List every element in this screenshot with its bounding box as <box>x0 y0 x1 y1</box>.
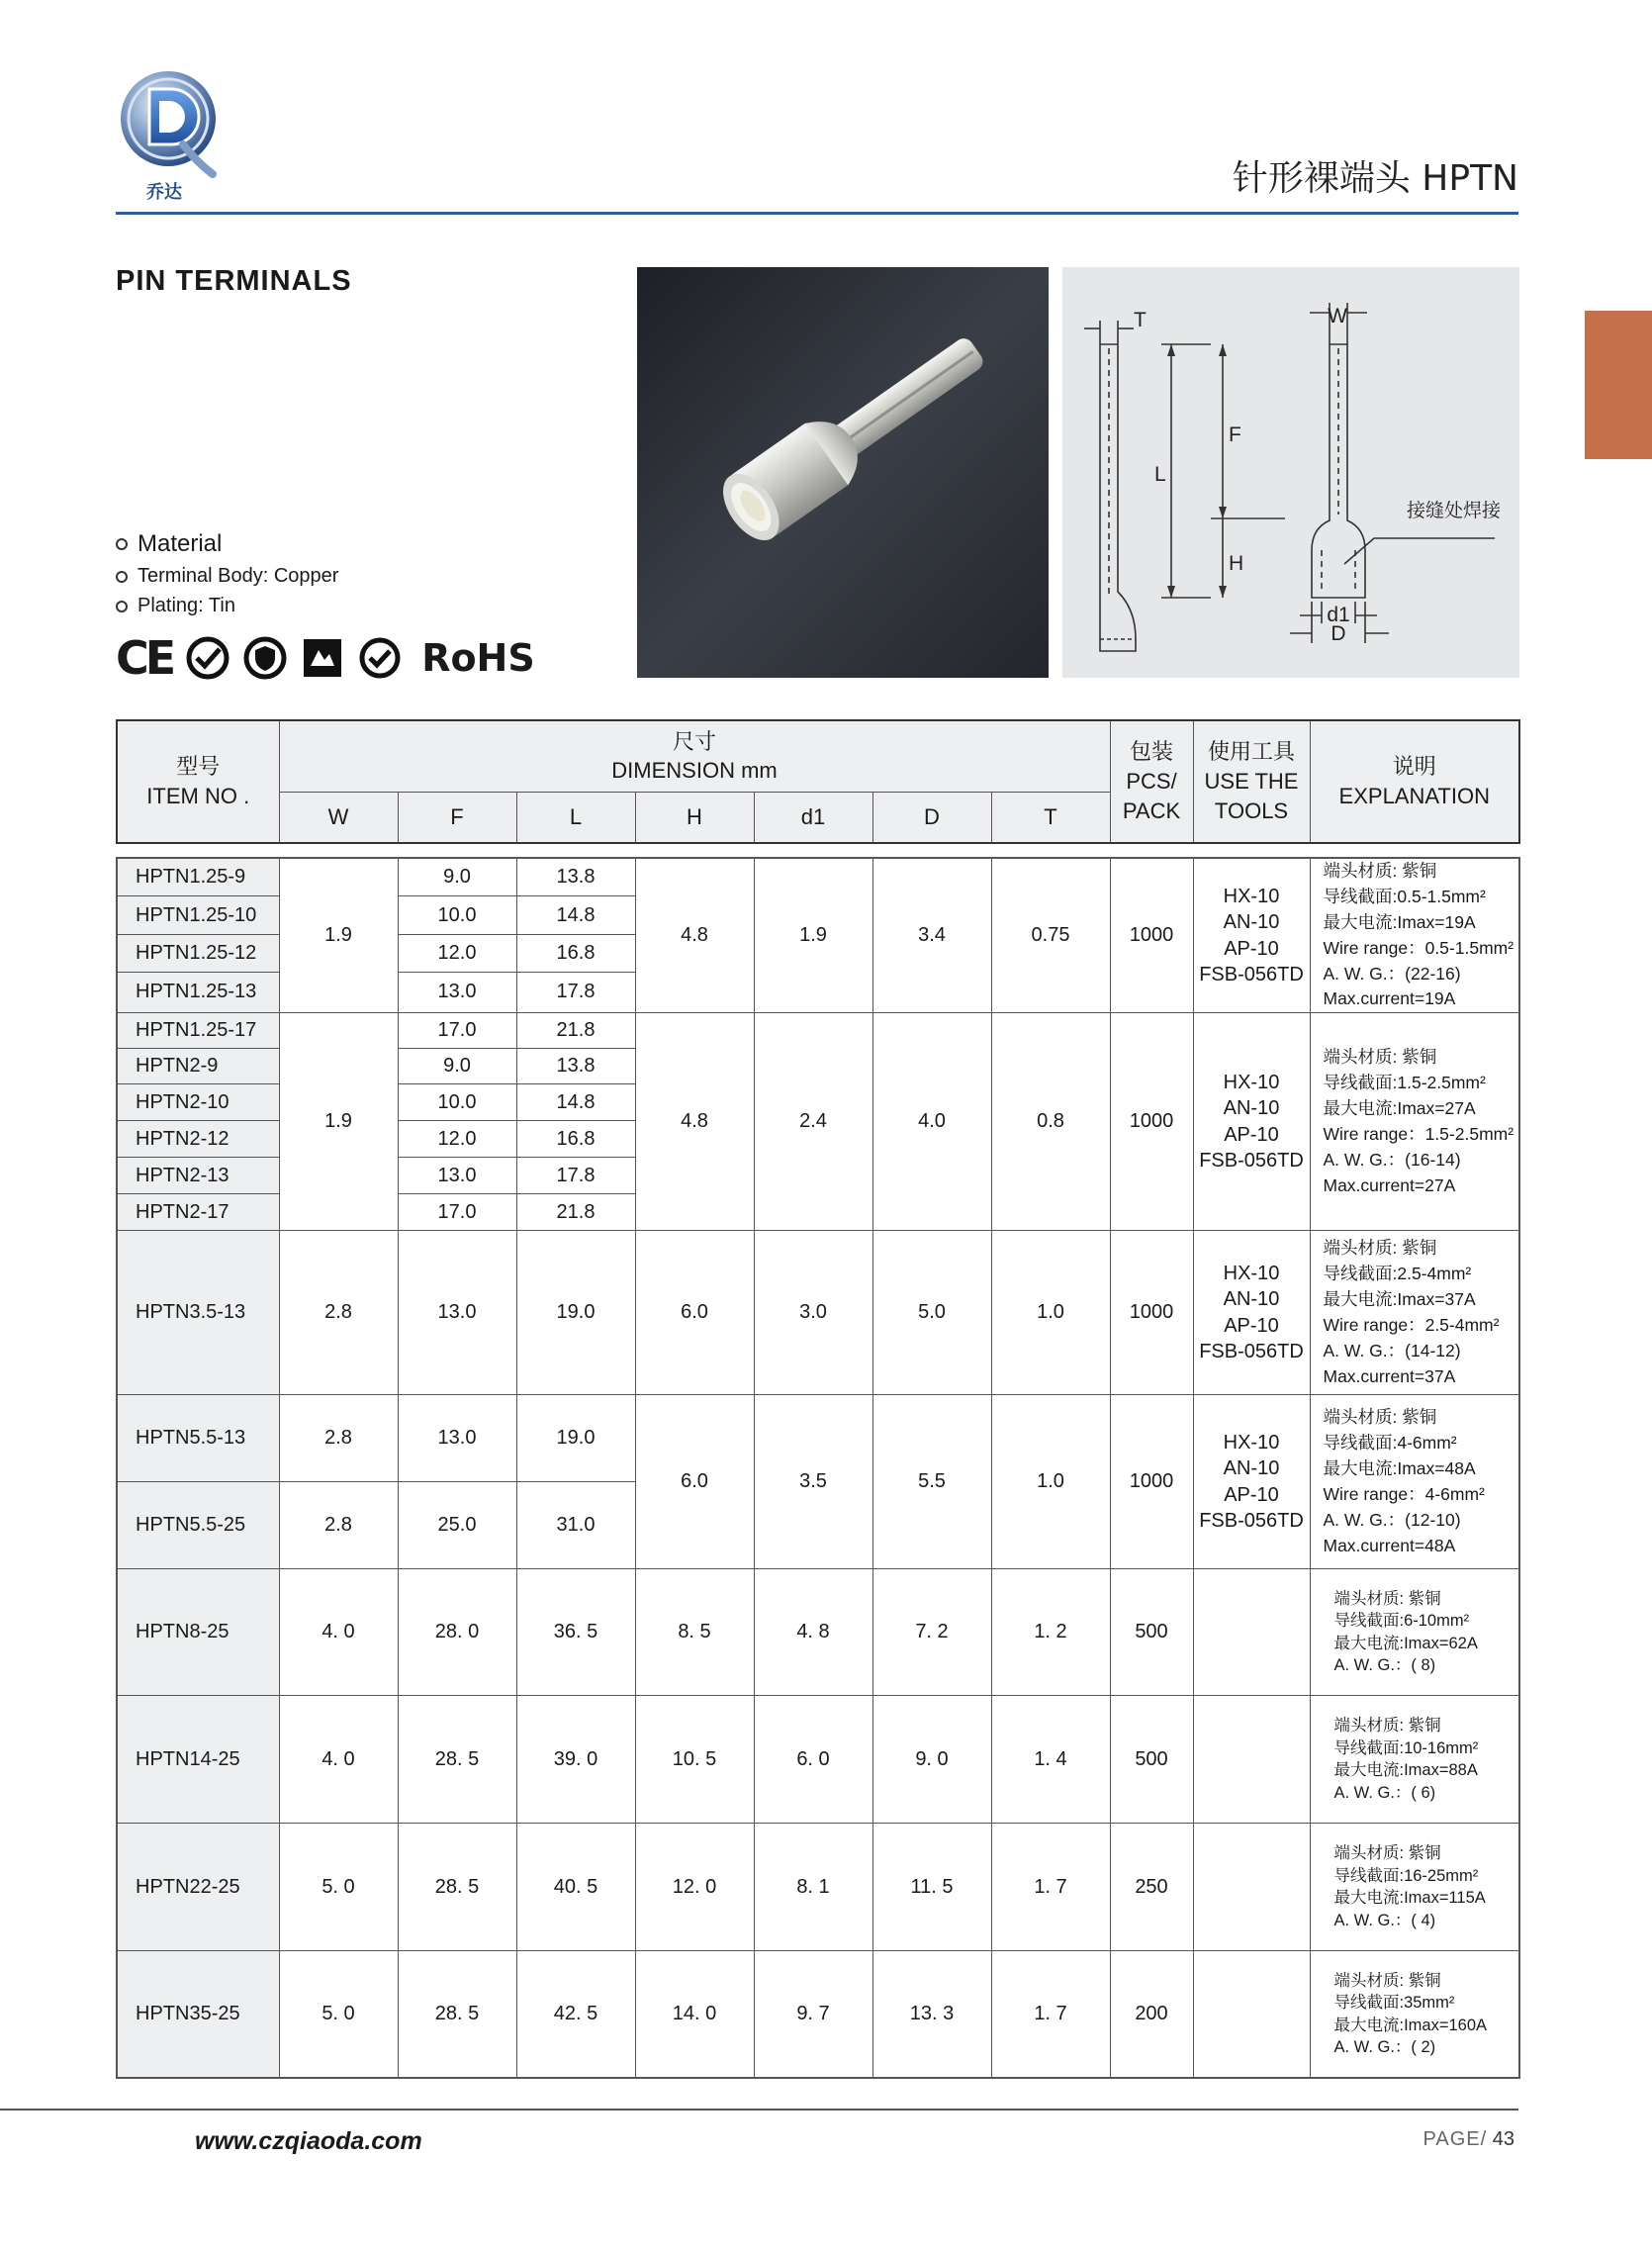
cell-w: 2.8 <box>279 1395 398 1482</box>
footer-divider <box>0 2109 1518 2111</box>
cell-h: 12. 0 <box>635 1824 754 1951</box>
cell-d: 3.4 <box>872 858 991 1013</box>
header-divider <box>116 212 1518 215</box>
cell-d: 7. 2 <box>872 1569 991 1696</box>
cell-explanation: 端头材质: 紫铜 导线截面:4-6mm² 最大电流:Imax=48A Wire range：4-6mm² A. W. G.：(12-10) Max.current=48A <box>1310 1395 1519 1569</box>
cell-tools <box>1193 1569 1310 1696</box>
header-explanation: 说明 EXPLANATION <box>1310 720 1519 843</box>
cell-f: 12.0 <box>398 934 516 972</box>
cell-w: 5. 0 <box>279 1951 398 2078</box>
cell-w: 2.8 <box>279 1482 398 1569</box>
ccc-check-icon <box>186 636 229 680</box>
feature-list <box>116 530 338 624</box>
feature-plating: Plating: Tin <box>116 595 338 617</box>
cell-l: 21.8 <box>516 1194 635 1231</box>
header-pack: 包装 PCS/ PACK <box>1110 720 1193 843</box>
cell-tools <box>1193 1951 1310 2078</box>
item-no: HPTN14-25 <box>117 1696 279 1824</box>
item-no: HPTN1.25-9 <box>117 858 279 896</box>
cell-tools: HX-10 AN-10 AP-10 FSB-056TD <box>1193 1395 1310 1569</box>
cell-l: 19.0 <box>516 1395 635 1482</box>
cell-h: 8. 5 <box>635 1569 754 1696</box>
weld-note: 接缝处焊接 <box>1407 500 1502 521</box>
cell-t: 1. 4 <box>991 1696 1110 1824</box>
label-d: D <box>1331 622 1346 645</box>
cell-h: 10. 5 <box>635 1696 754 1824</box>
item-no: HPTN1.25-17 <box>117 1013 279 1049</box>
header-col-f: F <box>398 792 516 843</box>
cell-f: 12.0 <box>398 1121 516 1158</box>
cell-d: 4.0 <box>872 1013 991 1231</box>
cell-w: 2.8 <box>279 1231 398 1395</box>
cell-explanation: 端头材质: 紫铜 导线截面:1.5-2.5mm² 最大电流:Imax=27A Wire range：1.5-2.5mm² A. W. G.：(16-14) Max.current=27A <box>1310 1013 1519 1231</box>
logo-text: 乔达 <box>146 182 182 203</box>
cell-w: 4. 0 <box>279 1569 398 1696</box>
cell-l: 14.8 <box>516 1084 635 1121</box>
cell-f: 10.0 <box>398 1084 516 1121</box>
cell-l: 36. 5 <box>516 1569 635 1696</box>
cell-pack: 500 <box>1110 1569 1193 1696</box>
item-no: HPTN1.25-10 <box>117 896 279 935</box>
cell-l: 16.8 <box>516 1121 635 1158</box>
cell-tools <box>1193 1824 1310 1951</box>
cell-t: 1. 7 <box>991 1951 1110 2078</box>
label-h: H <box>1229 552 1244 575</box>
item-no: HPTN5.5-25 <box>117 1482 279 1569</box>
cell-d: 11. 5 <box>872 1824 991 1951</box>
item-no: HPTN3.5-13 <box>117 1231 279 1395</box>
cell-pack: 1000 <box>1110 1395 1193 1569</box>
product-photo <box>637 267 1049 678</box>
cell-explanation: 端头材质: 紫铜 导线截面:35mm² 最大电流:Imax=160A A. W. G.：( 2) <box>1310 1951 1519 2078</box>
cell-w: 5. 0 <box>279 1824 398 1951</box>
header-col-h: H <box>635 792 754 843</box>
item-no: HPTN2-17 <box>117 1194 279 1231</box>
cell-h: 4.8 <box>635 1013 754 1231</box>
cell-l: 14.8 <box>516 896 635 935</box>
page-number <box>1423 2128 1514 2151</box>
header-col-d: D <box>872 792 991 843</box>
label-f: F <box>1229 423 1241 446</box>
cell-l: 16.8 <box>516 934 635 972</box>
cell-h: 4.8 <box>635 858 754 1013</box>
cell-tools: HX-10 AN-10 AP-10 FSB-056TD <box>1193 858 1310 1013</box>
header-tools: 使用工具 USE THE TOOLS <box>1193 720 1310 843</box>
cell-l: 13.8 <box>516 858 635 896</box>
dimension-diagram <box>1062 267 1519 678</box>
cell-d1: 9. 7 <box>754 1951 872 2078</box>
cell-d: 13. 3 <box>872 1951 991 2078</box>
cell-explanation: 端头材质: 紫铜 导线截面:10-16mm² 最大电流:Imax=88A A. W. G.：( 6) <box>1310 1696 1519 1824</box>
section-tab <box>1585 311 1652 459</box>
cell-pack: 1000 <box>1110 1231 1193 1395</box>
cell-d: 5.0 <box>872 1231 991 1395</box>
feature-material: Material <box>116 530 338 558</box>
cell-w: 1.9 <box>279 858 398 1013</box>
header-col-l: L <box>516 792 635 843</box>
item-no: HPTN1.25-13 <box>117 972 279 1013</box>
cell-d1: 3.0 <box>754 1231 872 1395</box>
cell-h: 6.0 <box>635 1231 754 1395</box>
page-number-value: 43 <box>1492 2128 1514 2150</box>
cell-f: 28. 5 <box>398 1696 516 1824</box>
cell-f: 28. 0 <box>398 1569 516 1696</box>
cell-tools: HX-10 AN-10 AP-10 FSB-056TD <box>1193 1013 1310 1231</box>
cell-d1: 1.9 <box>754 858 872 1013</box>
cell-pack: 1000 <box>1110 858 1193 1013</box>
item-no: HPTN2-12 <box>117 1121 279 1158</box>
certification-marks <box>116 633 535 683</box>
cell-t: 1. 7 <box>991 1824 1110 1951</box>
sgs-check-icon <box>358 636 402 680</box>
table-row <box>117 1951 1519 2078</box>
cell-explanation: 端头材质: 紫铜 导线截面:16-25mm² 最大电流:Imax=115A A. W. G.：( 4) <box>1310 1824 1519 1951</box>
cell-d1: 2.4 <box>754 1013 872 1231</box>
cell-l: 13.8 <box>516 1049 635 1084</box>
cell-d: 9. 0 <box>872 1696 991 1824</box>
cell-t: 1. 2 <box>991 1569 1110 1696</box>
table-row <box>117 1013 1519 1049</box>
header-col-w: W <box>279 792 398 843</box>
item-no: HPTN8-25 <box>117 1569 279 1696</box>
spec-table <box>116 857 1520 2079</box>
cell-l: 42. 5 <box>516 1951 635 2078</box>
bullet-icon <box>116 571 128 583</box>
cell-t: 1.0 <box>991 1231 1110 1395</box>
cell-l: 19.0 <box>516 1231 635 1395</box>
table-row <box>117 1824 1519 1951</box>
cell-l: 17.8 <box>516 1158 635 1194</box>
table-row <box>117 858 1519 896</box>
cell-f: 13.0 <box>398 1158 516 1194</box>
item-no: HPTN2-13 <box>117 1158 279 1194</box>
cell-explanation: 端头材质: 紫铜 导线截面:2.5-4mm² 最大电流:Imax=37A Wire range：2.5-4mm² A. W. G.：(14-12) Max.current=37A <box>1310 1231 1519 1395</box>
label-d1: d1 <box>1327 604 1350 626</box>
table-row <box>117 1696 1519 1824</box>
website-link[interactable]: www.czqiaoda.com <box>195 2127 422 2155</box>
cell-h: 14. 0 <box>635 1951 754 2078</box>
cell-pack: 250 <box>1110 1824 1193 1951</box>
cell-h: 6.0 <box>635 1395 754 1569</box>
cell-w: 1.9 <box>279 1013 398 1231</box>
cell-w: 4. 0 <box>279 1696 398 1824</box>
section-title: PIN TERMINALS <box>116 265 352 297</box>
cell-d1: 3.5 <box>754 1395 872 1569</box>
cell-l: 21.8 <box>516 1013 635 1049</box>
item-no: HPTN5.5-13 <box>117 1395 279 1482</box>
label-w: W <box>1328 305 1347 328</box>
table-row <box>117 1569 1519 1696</box>
cell-t: 1.0 <box>991 1395 1110 1569</box>
feature-body: Terminal Body: Copper <box>116 565 338 588</box>
cell-t: 0.75 <box>991 858 1110 1013</box>
cell-f: 9.0 <box>398 858 516 896</box>
cell-l: 17.8 <box>516 972 635 1013</box>
cell-pack: 1000 <box>1110 1013 1193 1231</box>
cell-f: 28. 5 <box>398 1824 516 1951</box>
header-dimension: 尺寸 DIMENSION mm <box>279 720 1110 792</box>
item-no: HPTN2-9 <box>117 1049 279 1084</box>
cell-t: 0.8 <box>991 1013 1110 1231</box>
header-item-no: 型号 ITEM NO . <box>117 720 279 843</box>
cell-d1: 4. 8 <box>754 1569 872 1696</box>
cell-d1: 8. 1 <box>754 1824 872 1951</box>
rohs-mark: RoHS <box>421 636 535 680</box>
cell-f: 13.0 <box>398 1231 516 1395</box>
cell-f: 28. 5 <box>398 1951 516 2078</box>
table-row <box>117 1395 1519 1482</box>
cell-f: 13.0 <box>398 972 516 1013</box>
bullet-icon <box>116 538 128 550</box>
cell-f: 25.0 <box>398 1482 516 1569</box>
item-no: HPTN22-25 <box>117 1824 279 1951</box>
item-no: HPTN35-25 <box>117 1951 279 2078</box>
cell-l: 40. 5 <box>516 1824 635 1951</box>
item-no: HPTN1.25-12 <box>117 934 279 972</box>
cell-f: 13.0 <box>398 1395 516 1482</box>
label-l: L <box>1154 463 1166 486</box>
item-no: HPTN2-10 <box>117 1084 279 1121</box>
cell-tools: HX-10 AN-10 AP-10 FSB-056TD <box>1193 1231 1310 1395</box>
cell-d1: 6. 0 <box>754 1696 872 1824</box>
ce-mark: CE <box>116 631 173 685</box>
header-col-t: T <box>991 792 1110 843</box>
bullet-icon <box>116 601 128 612</box>
page-title: 针形裸端头 HPTN <box>1232 158 1518 199</box>
cell-f: 17.0 <box>398 1013 516 1049</box>
cell-l: 31.0 <box>516 1482 635 1569</box>
cell-explanation: 端头材质: 紫铜 导线截面:6-10mm² 最大电流:Imax=62A A. W. G.：( 8) <box>1310 1569 1519 1696</box>
cell-d: 5.5 <box>872 1395 991 1569</box>
spec-table-header <box>116 719 1520 844</box>
table-row <box>117 1231 1519 1395</box>
header-col-d1: d1 <box>754 792 872 843</box>
shield-cert-icon <box>243 636 287 680</box>
cell-f: 9.0 <box>398 1049 516 1084</box>
quality-badge-icon <box>301 636 344 680</box>
cell-f: 10.0 <box>398 896 516 935</box>
cell-l: 39. 0 <box>516 1696 635 1824</box>
cell-pack: 500 <box>1110 1696 1193 1824</box>
cell-tools <box>1193 1696 1310 1824</box>
page-label: PAGE/ <box>1423 2128 1488 2150</box>
label-t: T <box>1134 309 1147 331</box>
cell-pack: 200 <box>1110 1951 1193 2078</box>
cell-f: 17.0 <box>398 1194 516 1231</box>
cell-explanation: 端头材质: 紫铜 导线截面:0.5-1.5mm² 最大电流:Imax=19A Wire range：0.5-1.5mm² A. W. G.：(22-16) Max.current=19A <box>1310 858 1519 1013</box>
